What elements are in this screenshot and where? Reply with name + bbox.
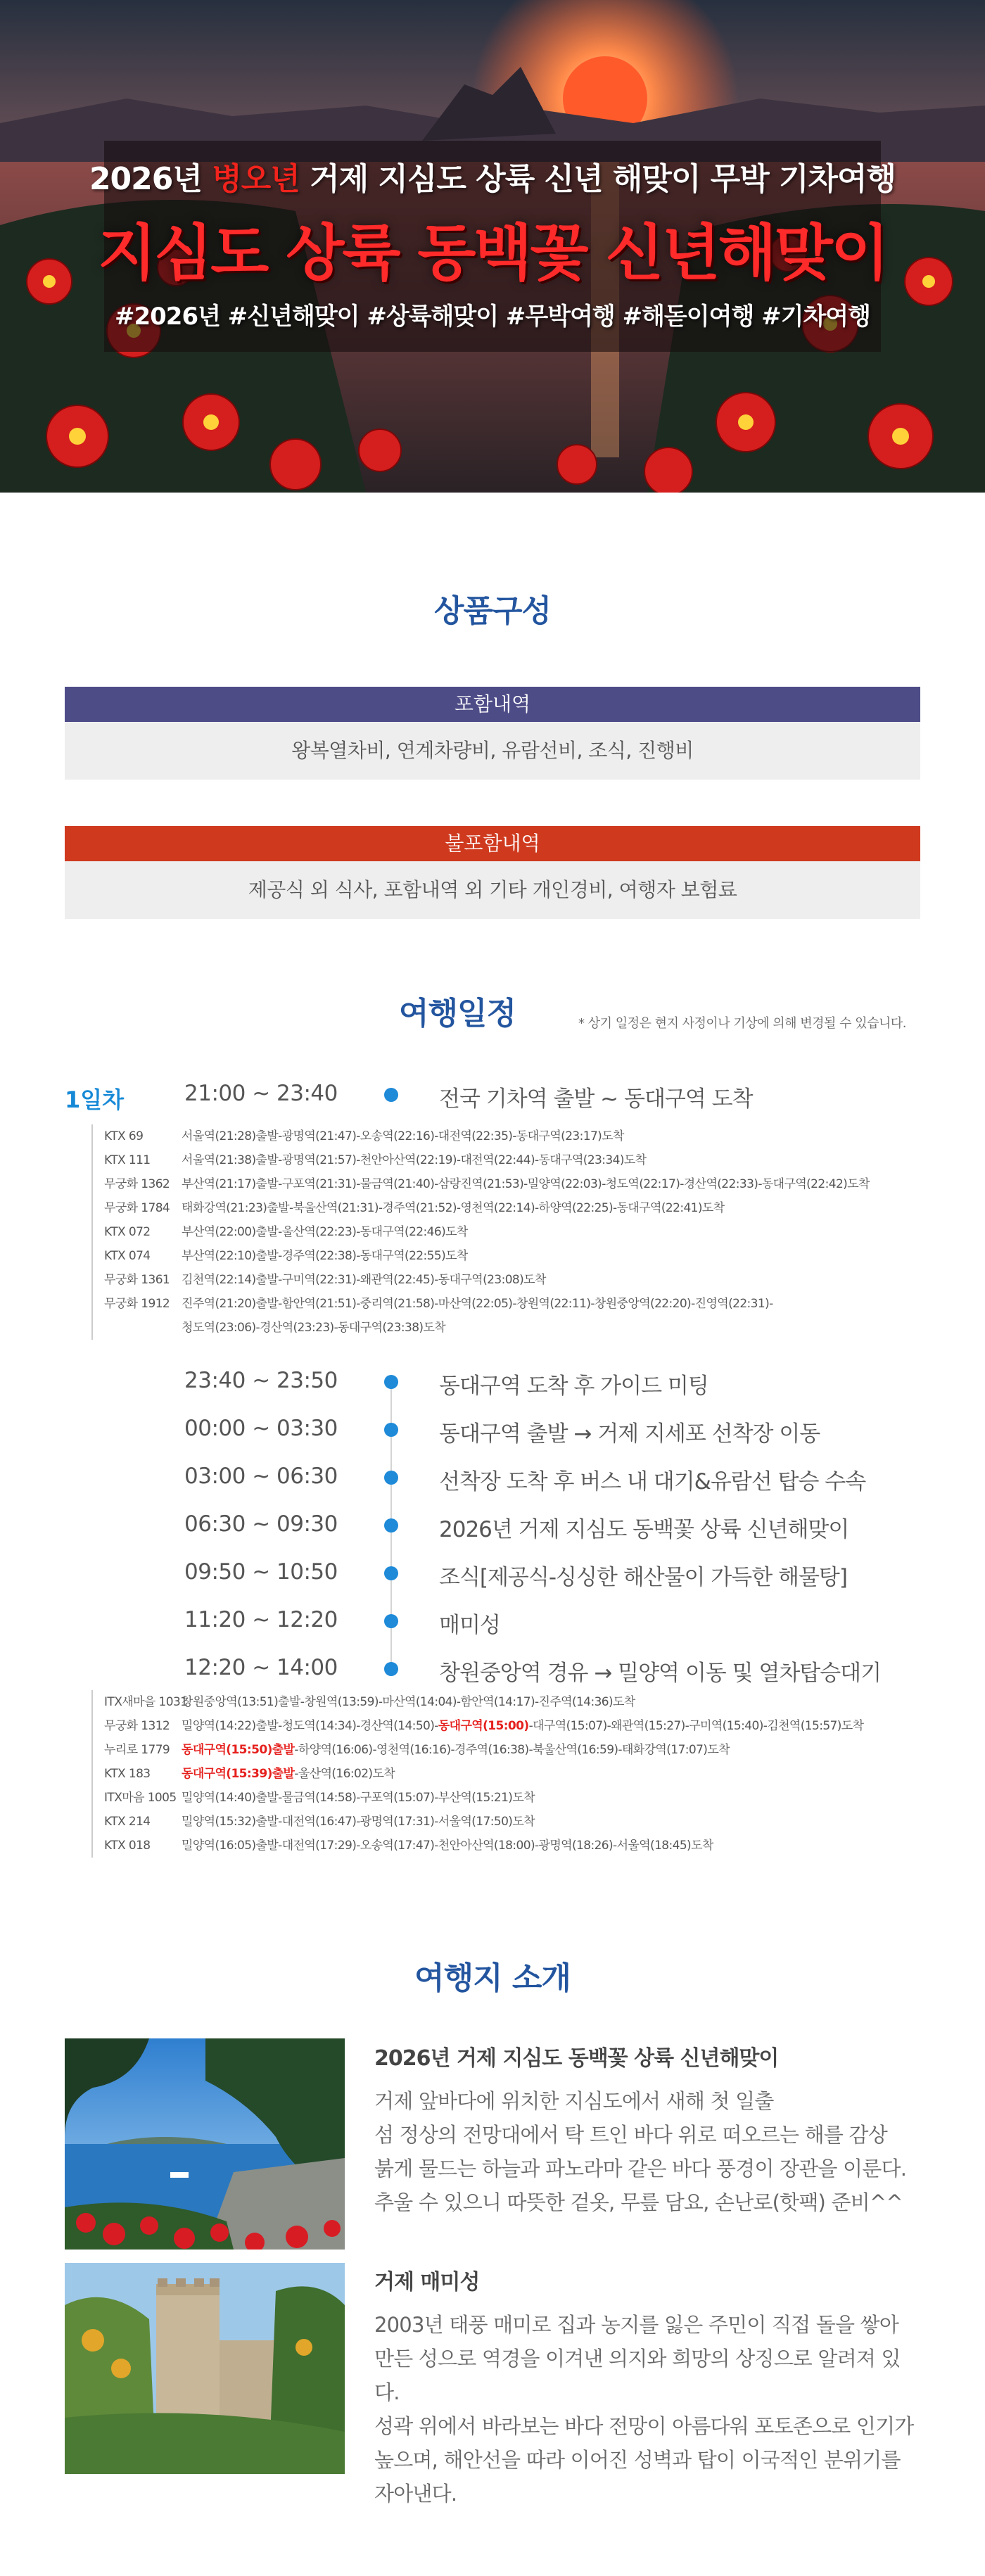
hero-subtitle: 2026년 병오년 거제 지심도 상륙 신년 해맞이 무박 기차여행 [89,161,896,197]
timeline-item [0,1464,985,1499]
intro-text-maemiseong: 2003년 태풍 매미로 집과 농지를 잃은 주민이 직접 돌을 쌓아 만든 성으로 역경을 이겨낸 의지와 희망의 상징으로 알려져 있다. 성곽 위에서 바라보는 바다 전망이 아름다워 포토존으로 인기가 높으며, 해안선을 따라 이어진 성벽과 탑이 이국적인 분위기를 자아낸다. [374,2313,914,2506]
train-row [104,1268,870,1292]
train-name: KTX 074 [104,1249,151,1263]
timeline-time: 06:30 ~ 09:30 [184,1511,338,1537]
train-row [104,1834,863,1858]
timeline-time: 09:50 ~ 10:50 [184,1559,338,1585]
train-row [104,1738,863,1762]
hero-title: 지심도 상륙 동백꽃 신년해맞이 [98,218,887,288]
train-route: 부산역(21:17)출발-구포역(21:31)-물금역(21:40)-삼랑진역(21:53)-밀양역(22:03)-청도역(22:17)-경산역(22:33)-동대구역(22:42)도착 [182,1177,870,1191]
day-label: 1일차 [65,1086,125,1113]
intro-text-jisimdo: 거제 앞바다에 위치한 지심도에서 새해 첫 일출 섬 정상의 전망대에서 탁 트인 바다 위로 떠오르는 해를 감상 붉게 물드는 하늘과 파노라마 같은 바다 풍경이 장관을 이룬다. 추울 수 있으니 따뜻한 겉옷, 무릎 담요, 손난로(핫팩) 준비^^ [374,2089,907,2214]
timeline-dot [384,1662,398,1676]
train-row [104,1172,870,1196]
train-row [104,1690,863,1714]
train-route: 진주역(21:20)출발-함안역(21:51)-중리역(21:58)-마산역(22:05)-창원역(22:11)-창원중앙역(22:20)-진영역(22:31)- [182,1297,773,1311]
train-route-continued: 청도역(23:06)-경산역(23:23)-동대구역(23:38)도착 [182,1321,446,1335]
timeline-item [0,1511,985,1547]
timeline-item [0,1416,985,1451]
timeline-item [0,1559,985,1594]
timeline-item [0,1655,985,1690]
train-list-departure [91,1124,870,1340]
train-name: KTX 183 [104,1767,151,1781]
timeline-dot [384,1471,398,1485]
timeline-time: 11:20 ~ 12:20 [184,1607,338,1632]
train-name: 무궁화 1312 [104,1719,170,1733]
timeline-dot [384,1423,398,1437]
train-name: ITX새마을 1031 [104,1695,188,1709]
timeline-desc: 전국 기차역 출발 ~ 동대구역 도착 [439,1086,753,1112]
train-name: 무궁화 1361 [104,1273,170,1287]
itinerary-title: 여행일정 [398,996,516,1032]
excluded-label: 불포함내역 [65,826,920,861]
train-name: KTX 69 [104,1129,144,1143]
timeline-dot [384,1518,398,1533]
train-row [104,1714,863,1738]
train-row [104,1124,870,1148]
train-row [104,1196,870,1220]
train-name: 무궁화 1362 [104,1177,170,1191]
timeline-time: 03:00 ~ 06:30 [184,1464,338,1489]
train-route: 서울역(21:38)출발-광명역(21:57)-천안아산역(22:19)-대전역(22:44)-동대구역(23:34)도착 [182,1153,647,1167]
itinerary-note: * 상기 일정은 현지 사정이나 기상에 의해 변경될 수 있습니다. [578,1016,907,1031]
timeline-item [0,1607,985,1642]
timeline-item [0,1368,985,1403]
hero-banner [0,0,985,493]
train-row [104,1148,870,1172]
train-route: 밀양역(15:32)출발-대전역(16:47)-광명역(17:31)-서울역(17:50)도착 [182,1815,535,1829]
train-route: 밀양역(14:22)출발-청도역(14:34)-경산역(14:50)- [182,1719,438,1733]
train-route: 밀양역(16:05)출발-대전역(17:29)-오송역(17:47)-천안아산역(18:00)-광명역(18:26)-서울역(18:45)도착 [182,1839,713,1853]
train-name: KTX 018 [104,1839,151,1853]
timeline-item [0,1081,985,1116]
intro-heading-jisimdo: 2026년 거제 지심도 동백꽃 상륙 신년해맞이 [374,2046,779,2071]
train-name: 무궁화 1912 [104,1297,170,1311]
jisimdo-photo [65,2038,345,2250]
maemiseong-photo [65,2263,345,2474]
intro-title: 여행지 소개 [414,1960,571,1996]
included-label: 포함내역 [65,687,920,722]
timeline-desc: 동대구역 출발 → 거제 지세포 선착장 이동 [439,1421,820,1447]
timeline-dot [384,1614,398,1628]
hero-hashtags: #2026년 #신년해맞이 #상륙해맞이 #무박여행 #해돋이여행 #기차여행 [115,303,870,331]
timeline-dot [384,1375,398,1389]
intro-heading-maemiseong: 거제 매미성 [374,2270,480,2295]
train-route: -하양역(16:06)-영천역(16:16)-경주역(16:38)-북울산역(16:59)-태화강역(17:07)도착 [294,1743,730,1757]
included-text: 왕복열차비, 연계차량비, 유람선비, 조식, 진행비 [65,722,920,780]
train-route-highlight: 동대구역(15:50)출발 [182,1743,295,1757]
timeline-desc: 조식[제공식-싱싱한 해산물이 가득한 해물탕] [439,1565,847,1590]
train-name: KTX 111 [104,1153,151,1167]
train-route: -대구역(15:07)-왜관역(15:27)-구미역(15:40)-김천역(15:57)도착 [528,1719,864,1733]
timeline-desc: 동대구역 도착 후 가이드 미팅 [439,1373,708,1399]
train-name: 무궁화 1784 [104,1201,170,1215]
timeline-time: 23:40 ~ 23:50 [184,1368,338,1393]
train-route: 창원중앙역(13:51)출발-창원역(13:59)-마산역(14:04)-함안역(14:17)-진주역(14:36)도착 [182,1695,635,1709]
hero-subtitle-highlight: 병오년 [212,161,300,197]
train-route: 부산역(22:10)출발-경주역(22:38)-동대구역(22:55)도착 [182,1249,468,1263]
train-route: 김천역(22:14)출발-구미역(22:31)-왜관역(22:45)-동대구역(23:08)도착 [182,1273,546,1287]
timeline-dot [384,1566,398,1580]
train-row [104,1786,863,1810]
train-route: 밀양역(14:40)출발-물금역(14:58)-구포역(15:07)-부산역(15:21)도착 [182,1791,535,1805]
train-row [104,1292,870,1316]
jisimdo-sea-image [65,2038,345,2250]
train-row [104,1762,863,1786]
timeline-dot [384,1088,398,1102]
timeline-desc: 매미성 [439,1613,500,1638]
train-route: -울산역(16:02)도착 [294,1767,395,1781]
timeline-time: 00:00 ~ 03:30 [184,1416,338,1441]
train-route: 태화강역(21:23)출발-북울산역(21:31)-경주역(21:52)-영천역(22:14)-하양역(22:25)-동대구역(22:41)도착 [182,1201,725,1215]
maemiseong-castle-image [65,2263,345,2474]
timeline-desc: 창원중앙역 경유 → 밀양역 이동 및 열차탑승대기 [439,1661,882,1686]
train-row [104,1244,870,1268]
train-name: KTX 214 [104,1815,151,1829]
timeline-desc: 2026년 거제 지심도 동백꽃 상륙 신년해맞이 [439,1517,849,1542]
train-name: KTX 072 [104,1225,151,1239]
train-route-highlight: 동대구역(15:39)출발 [182,1767,295,1781]
timeline-time: 21:00 ~ 23:40 [184,1081,338,1106]
composition-title: 상품구성 [433,593,551,629]
train-name: ITX마음 1005 [104,1791,177,1805]
train-list-return [91,1690,863,1858]
train-route: 서울역(21:28)출발-광명역(21:47)-오송역(22:16)-대전역(22:35)-동대구역(23:17)도착 [182,1129,624,1143]
train-row [104,1220,870,1244]
excluded-text: 제공식 외 식사, 포함내역 외 기타 개인경비, 여행자 보험료 [65,861,920,919]
timeline-time: 12:20 ~ 14:00 [184,1655,338,1680]
train-row [104,1810,863,1834]
train-route: 부산역(22:00)출발-울산역(22:23)-동대구역(22:46)도착 [182,1225,468,1239]
train-route-highlight: 동대구역(15:00) [438,1719,529,1733]
train-name: 누리로 1779 [104,1743,170,1757]
timeline-desc: 선착장 도착 후 버스 내 대기&유람선 탑승 수속 [439,1469,866,1495]
